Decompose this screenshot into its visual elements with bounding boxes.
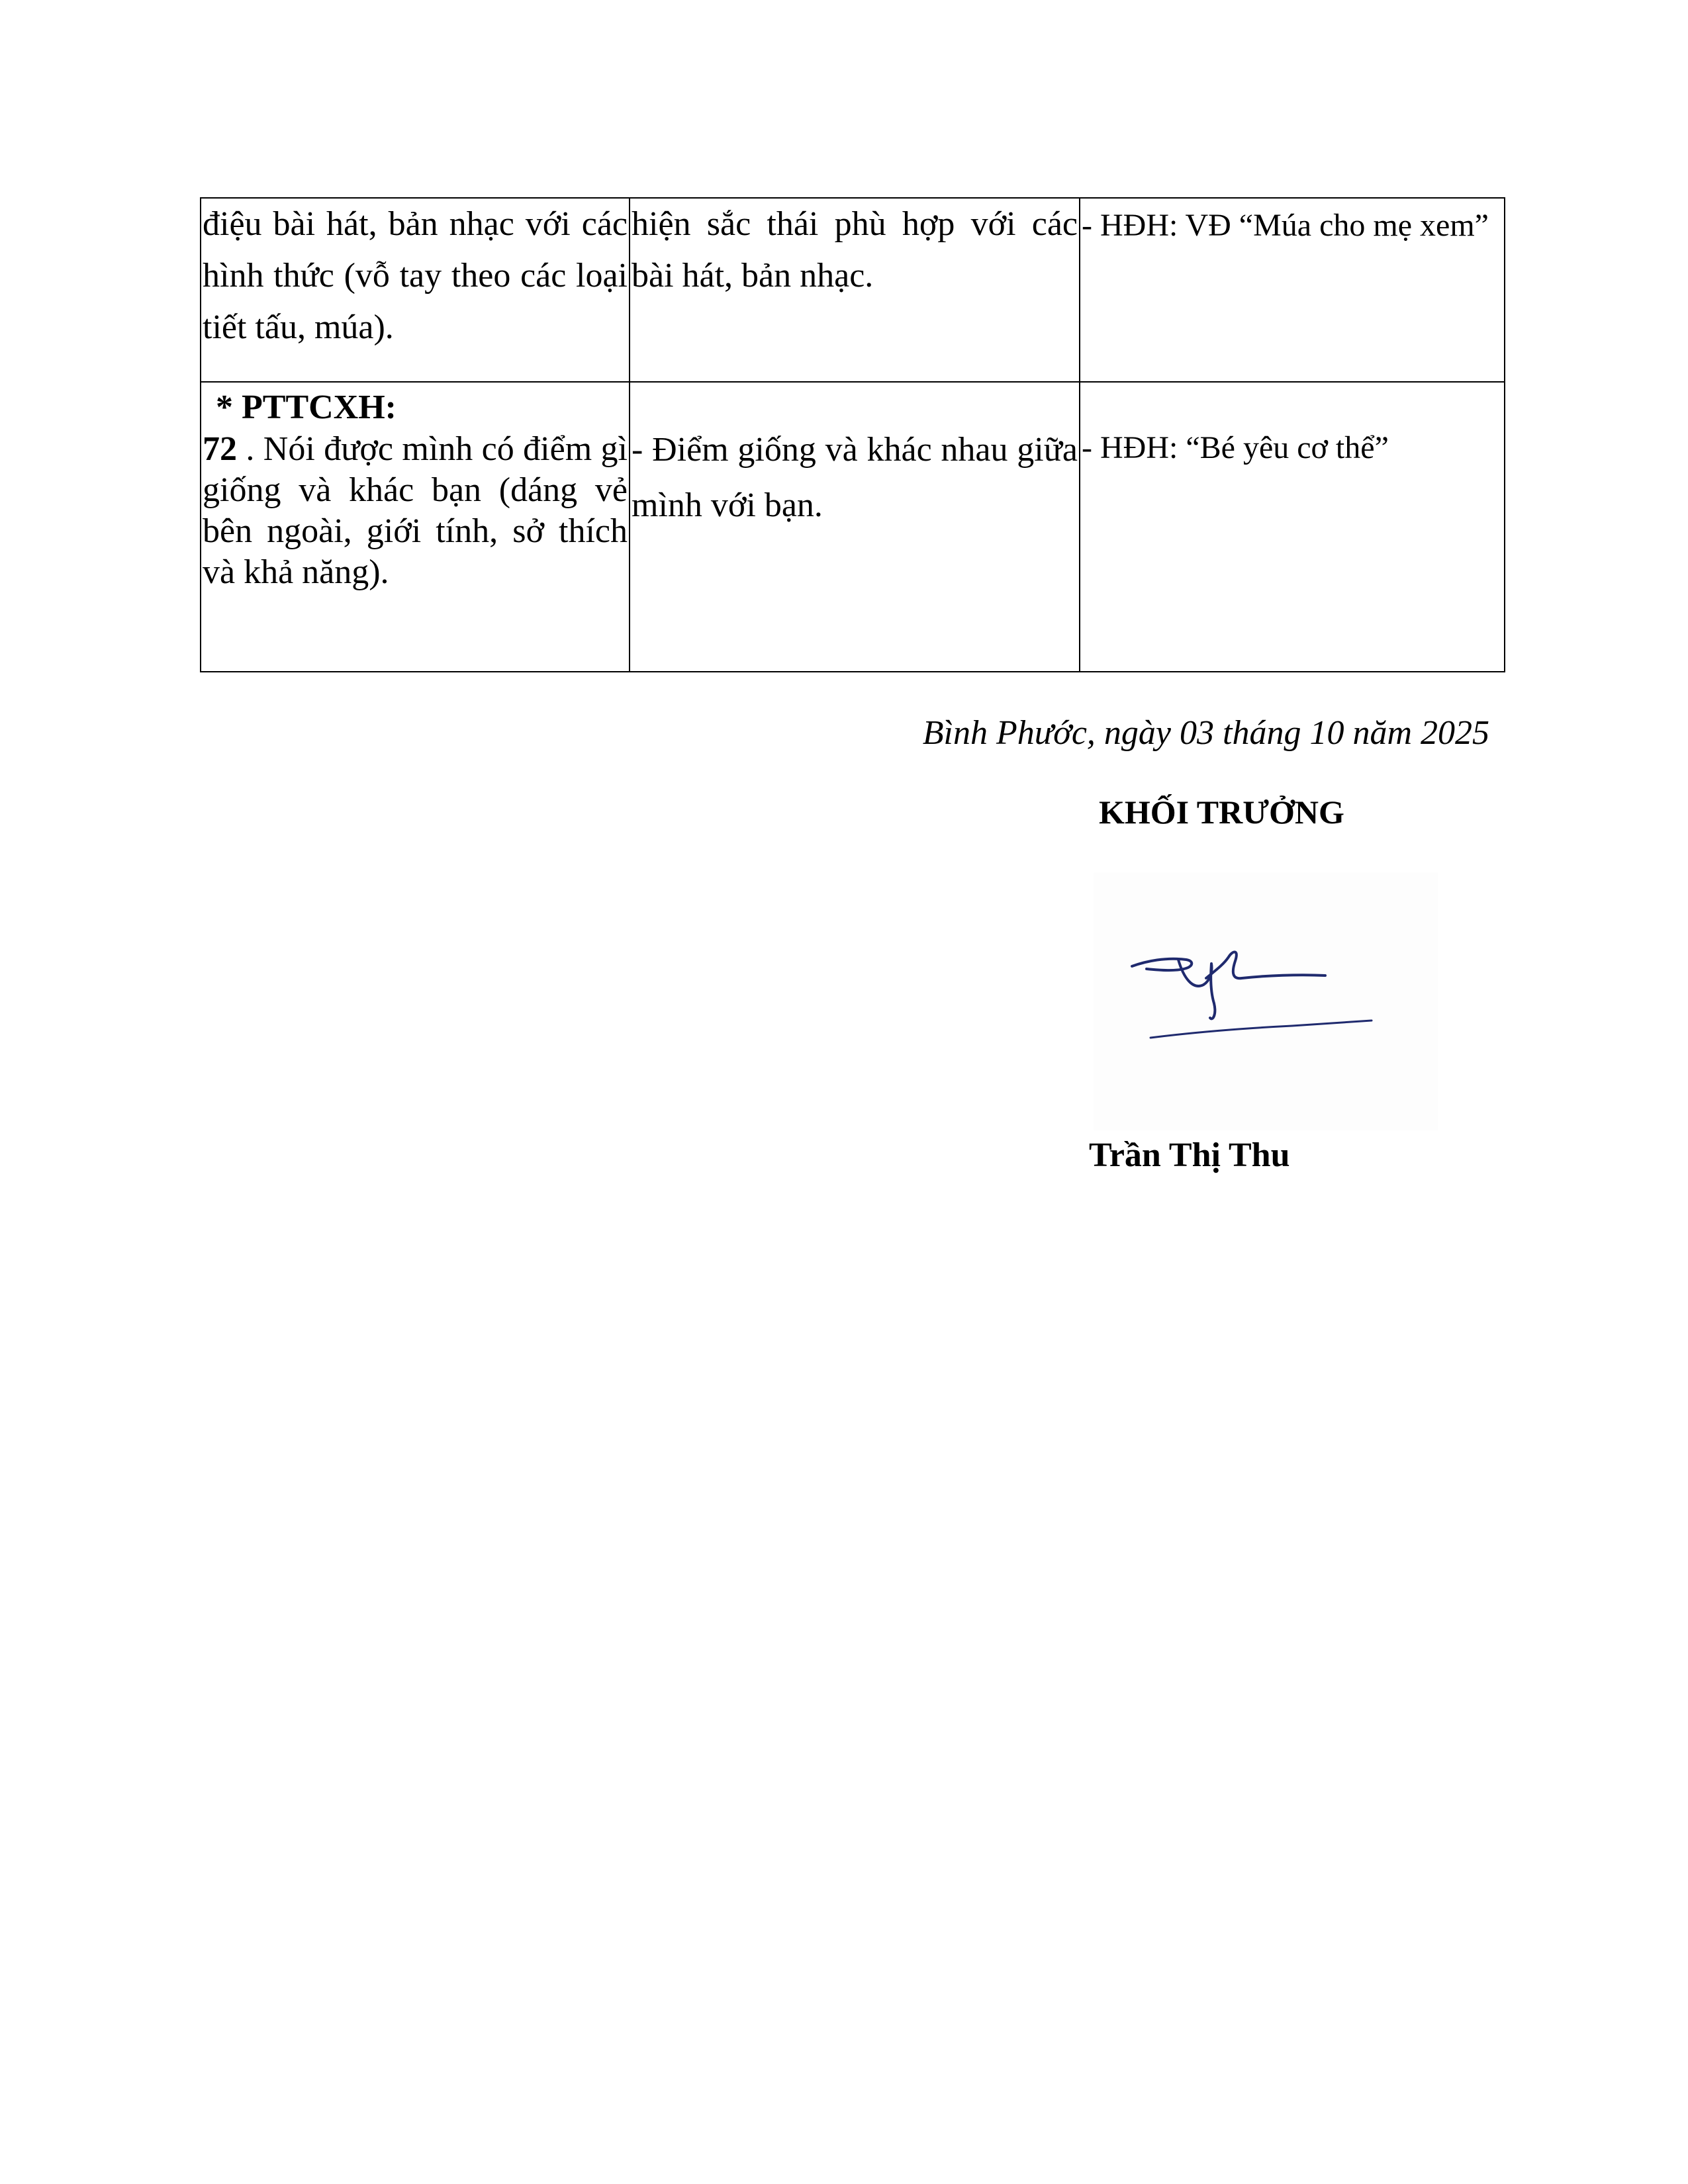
table-cell (1080, 382, 1505, 672)
goal-item (201, 429, 629, 593)
role-title: KHỐI TRƯỞNG (1099, 794, 1344, 831)
content-text: hiện sắc thái phù hợp với các bài hát, bản nhạc. (632, 205, 1078, 295)
content-text: - Điểm giống và khác nhau giữa mình với bạn. (632, 431, 1078, 524)
table-cell (1080, 198, 1505, 382)
table-cell (630, 198, 1080, 382)
goal-text: . Nói được mình có điểm gì giống và khác bạn (dáng vẻ bên ngoài, giới tính, sở thích và khả năng). (203, 430, 628, 591)
signature-image (1094, 872, 1438, 1130)
section-heading: * PTTCXH: (216, 388, 397, 426)
table-row (201, 198, 1505, 382)
goal-number: 72 (203, 430, 237, 468)
activity-text: - HĐH: “Bé yêu cơ thể” (1082, 430, 1389, 465)
table-cell (630, 382, 1080, 672)
activity-table (200, 197, 1505, 672)
signer-name: Trần Thị Thu (1089, 1136, 1290, 1174)
table-cell (201, 382, 630, 672)
table-row (201, 382, 1505, 672)
table-cell (201, 198, 630, 382)
goal-text: điệu bài hát, bản nhạc với các hình thức (vỗ tay theo các loại tiết tấu, múa). (203, 205, 628, 346)
activity-text: - HĐH: VĐ “Múa cho mẹ xem” (1082, 208, 1489, 243)
date-line: Bình Phước, ngày 03 tháng 10 năm 2025 (922, 714, 1489, 752)
